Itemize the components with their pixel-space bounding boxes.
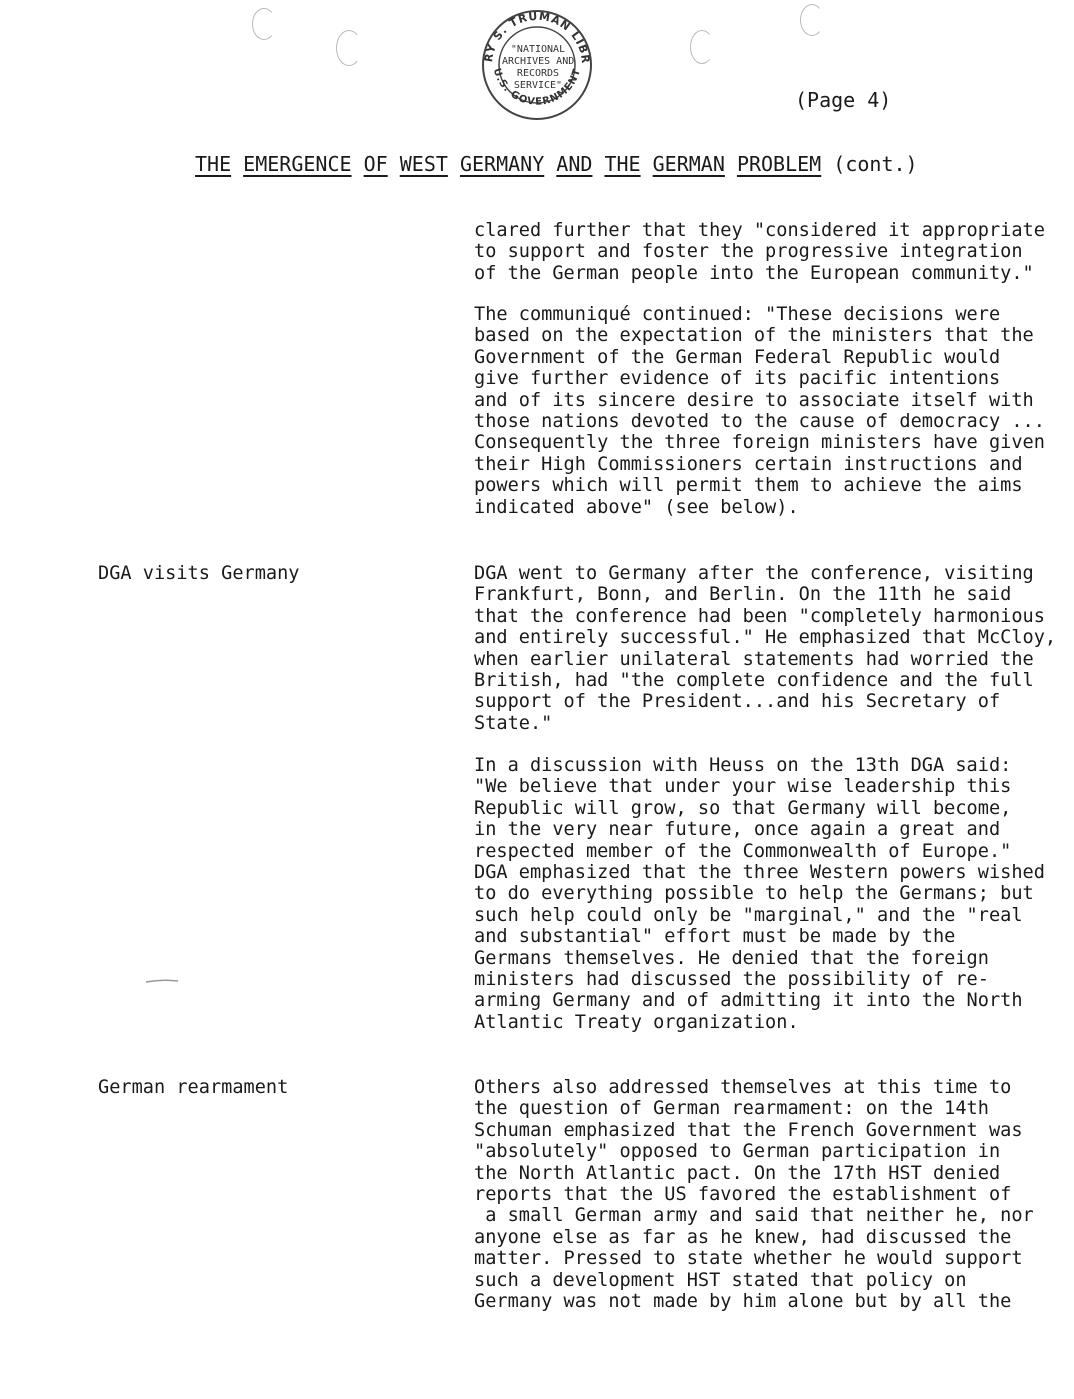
paragraph-text: Others also addressed themselves at this time to the question of German rearmament: on the 14th Schuman emphasized that the French Government was "absolutely" opposed to German participation in the North Atlantic pact. On the 17th HST denied reports that the US favored the establishment of a small German army and said that neither he, nor anyone else as far as he knew, had discussed the matter. Pressed to state whether he would support such a development HST stated that policy on Germany was not made by him alone but by all the [474,1077,1034,1313]
margin-mark [145,978,179,984]
stamp-line: SERVICE" [513,80,563,91]
stamp-ring-bottom-text: U.S. GOVERNMENT [490,67,584,108]
page-number: (Page 4) [795,88,892,112]
title-word: GERMANY [459,152,545,176]
body-paragraph [474,1077,1034,1312]
body-paragraph [474,755,1045,1033]
punch-hole-mark [800,4,824,36]
stamp-line: RECORDS [516,68,560,79]
body-paragraph [474,220,1045,284]
stamp-line: "NATIONAL [510,44,566,55]
stamp-center-text [502,44,574,92]
archive-stamp [480,8,594,122]
punch-hole-mark [690,30,714,64]
title-word: EMERGENCE [243,152,352,176]
body-paragraph [474,563,1057,734]
side-heading: DGA visits Germany [98,563,300,584]
side-heading: German rearmament [98,1077,289,1098]
punch-hole-mark [336,30,362,66]
title-word: AND [556,152,593,176]
paragraph-text: The communiqué continued: "These decisions were based on the expectation of the ministers that the Government of the German Federal Republic would give further evidence of its pacific intentions and of its sincere desire to associate itself with those nations devoted to the cause of democracy ... Consequently the three foreign ministers have given their High Commissioners certain instructions and powers which will permit them to achieve the aims indicated above" (see below). [474,304,1045,518]
body-paragraph [474,304,1045,518]
paragraph-text: DGA went to Germany after the conference, visiting Frankfurt, Bonn, and Berlin. On the 11th he said that the conference had been "completely harmonious and entirely successful." He emphasized that McCloy, when earlier unilateral statements had worried the British, had "the complete confidence and the full support of the President...and his Secretary of State." [474,563,1057,734]
title-word: GERMAN [652,152,725,176]
title-word: OF [363,152,388,176]
title-word: PROBLEM [736,152,822,176]
title-word: THE [195,152,232,176]
paragraph-text: clared further that they "considered it appropriate to support and foster the progressive integration of the German people into the European community." [474,220,1045,284]
paragraph-text: In a discussion with Heuss on the 13th DGA said: "We believe that under your wise leadership this Republic will grow, so that Germany will become, in the very near future, once again a great and respected member of the Commonwealth of Europe." DGA emphasized that the three Western powers wished to do everything possible to help the Germans; but such help could only be "marginal," and the "real and substantial" effort must be made by the Germans themselves. He denied that the foreign ministers had discussed the possibility of re- arming Germany and of admitting it into the North Atlantic Treaty organization. [474,755,1045,1033]
title-word: WEST [399,152,448,176]
punch-hole-mark [252,8,276,40]
stamp-ring-top-text: RY S. TRUMAN LIBR [481,9,593,65]
title-word: THE [604,152,641,176]
title-suffix: (cont.) [833,152,918,176]
page-title [195,152,918,176]
stamp-line: ARCHIVES AND [502,56,575,67]
